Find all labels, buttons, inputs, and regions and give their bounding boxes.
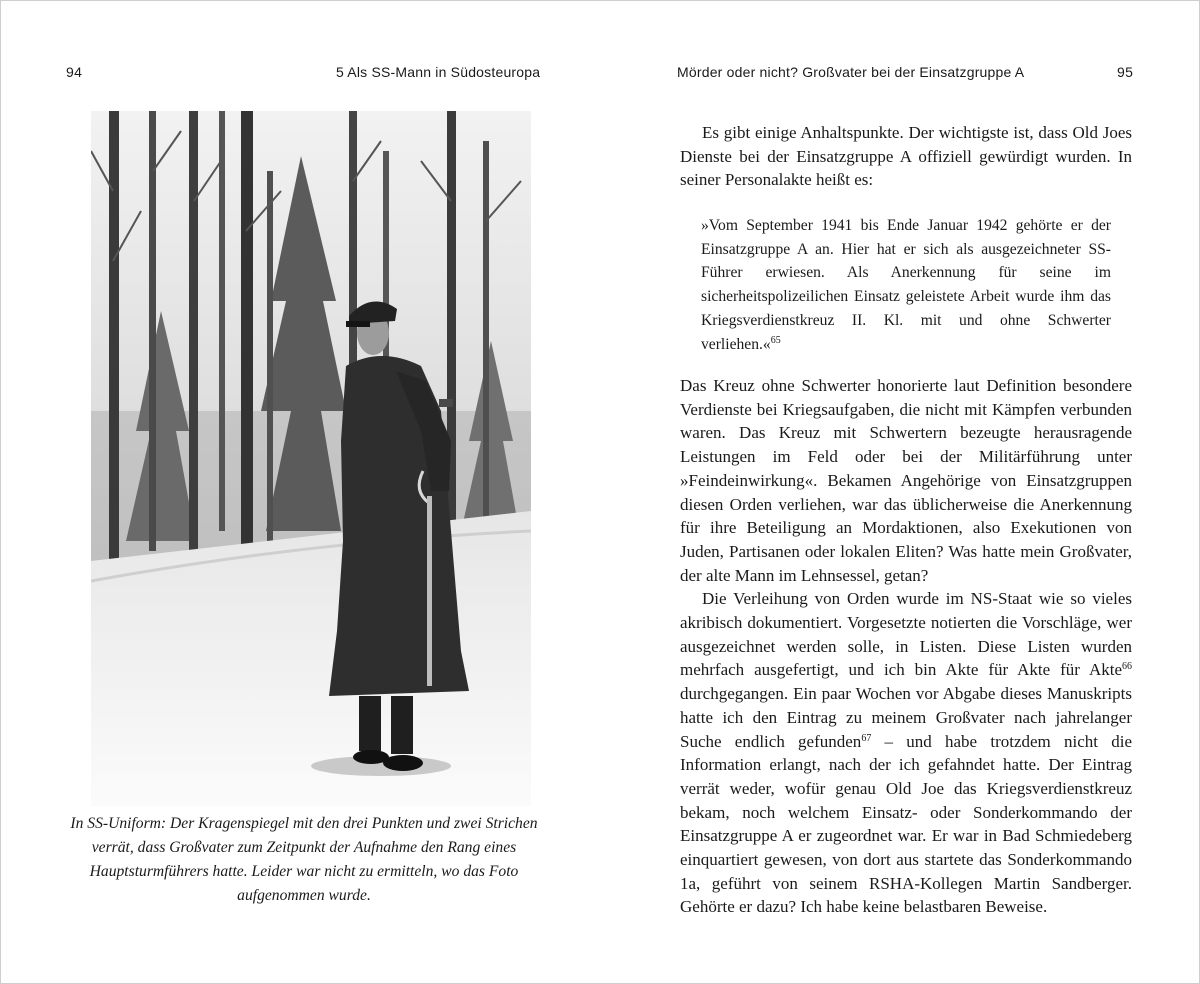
historical-photo: [91, 111, 531, 806]
left-running-head: 5 Als SS-Mann in Südosteuropa: [336, 64, 541, 80]
footnote-ref-65[interactable]: 65: [770, 334, 781, 346]
footnote-ref-67[interactable]: 67: [861, 732, 872, 744]
footnote-ref-66[interactable]: 66: [1122, 661, 1132, 673]
paragraph-intro-text: Es gibt einige Anhaltspunkte. Der wichtigste ist, dass Old Joes Dienste bei der Einsatzgruppe A offiziell gewürdigt wurden. In seiner Personalakte heißt es:: [680, 123, 1132, 190]
block-quote-text: »Vom September 1941 bis Ende Januar 1942 gehörte er der Einsatzgruppe A an. Hier hat er sich als ausgezeichneter SS-Führer erwiesen. Als Anerkennung für seine im sicherheitspolizeilichen Einsatz geleistete Arbeit wurde ihm das Kriegsverdienstkreuz II. Kl. mit und ohne Schwerter verliehen.«: [701, 217, 1111, 353]
paragraph-orders-text-1: Die Verleihung von Orden wurde im NS-Staat wie so vieles akribisch dokumentiert. Vorgesetzte notierten die Vorschläge, wer ausgezeichnet werden solle, in Listen. Diese Listen wurden mehrfach ausgefertigt, und ich bin Akte für Akte für Akte: [680, 589, 1132, 680]
block-quote: [701, 214, 1111, 356]
paragraph-orders-text-3: – und habe trotzdem nicht die Information erlangt, nach der ich gefahndet hatte. Der Eintrag verrät weder, wofür genau Old Joe das Kriegsverdienstkreuz bekam, noch welchem Einsatz- oder Sonderkommando der Einsatzgruppe A er zugeordnet war. Er war in Bad Schmiedeberg einquartiert gewesen, von dort aus startete das Sonderkommando 1a, geführt von seinem RSHA-Kollegen Martin Sandberger. Gehörte er dazu? Ich habe keine belastbaren Beweise.: [680, 731, 1132, 917]
right-running-head: Mörder oder nicht? Großvater bei der Einsatzgruppe A: [677, 64, 1025, 80]
photo-caption: In SS-Uniform: Der Kragenspiegel mit den drei Punkten und zwei Strichen verrät, dass Großvater zum Zeitpunkt der Aufnahme den Rang eines Hauptsturmführers hatte. Leider war nicht zu ermitteln, wo das Foto aufgenommen wurde.: [70, 815, 538, 904]
right-page-number: 95: [1117, 64, 1134, 80]
left-page-number: 94: [66, 64, 83, 80]
paragraph-orders: [680, 587, 1132, 919]
paragraph-intro: [680, 121, 1132, 192]
body-text: [680, 374, 1132, 919]
paragraph-orders-text-2: durchgegangen. Ein paar Wochen vor Abgabe dieses Manuskripts hatte ich den Eintrag zu meinem Großvater nach jahrelanger Suche endlich gefunden: [680, 684, 1132, 751]
paragraph-crosses: Das Kreuz ohne Schwerter honorierte laut Definition besondere Verdienste bei Kriegsaufgaben, die nicht mit Kämpfen verbunden waren. Das Kreuz mit Schwertern bezeugte herausragende Leistungen im Feld oder bei der Militärführung unter »Feindeinwirkung«. Bekamen Angehörige von Einsatzgruppen diesen Orden verliehen, war das üblicherweise die Anerkennung für ihre Beteiligung an Mordaktionen, also Exekutionen von Juden, Partisanen oder lokalen Eliten? Was hatte mein Großvater, der alte Mann im Lehnsessel, getan?: [680, 376, 1132, 585]
